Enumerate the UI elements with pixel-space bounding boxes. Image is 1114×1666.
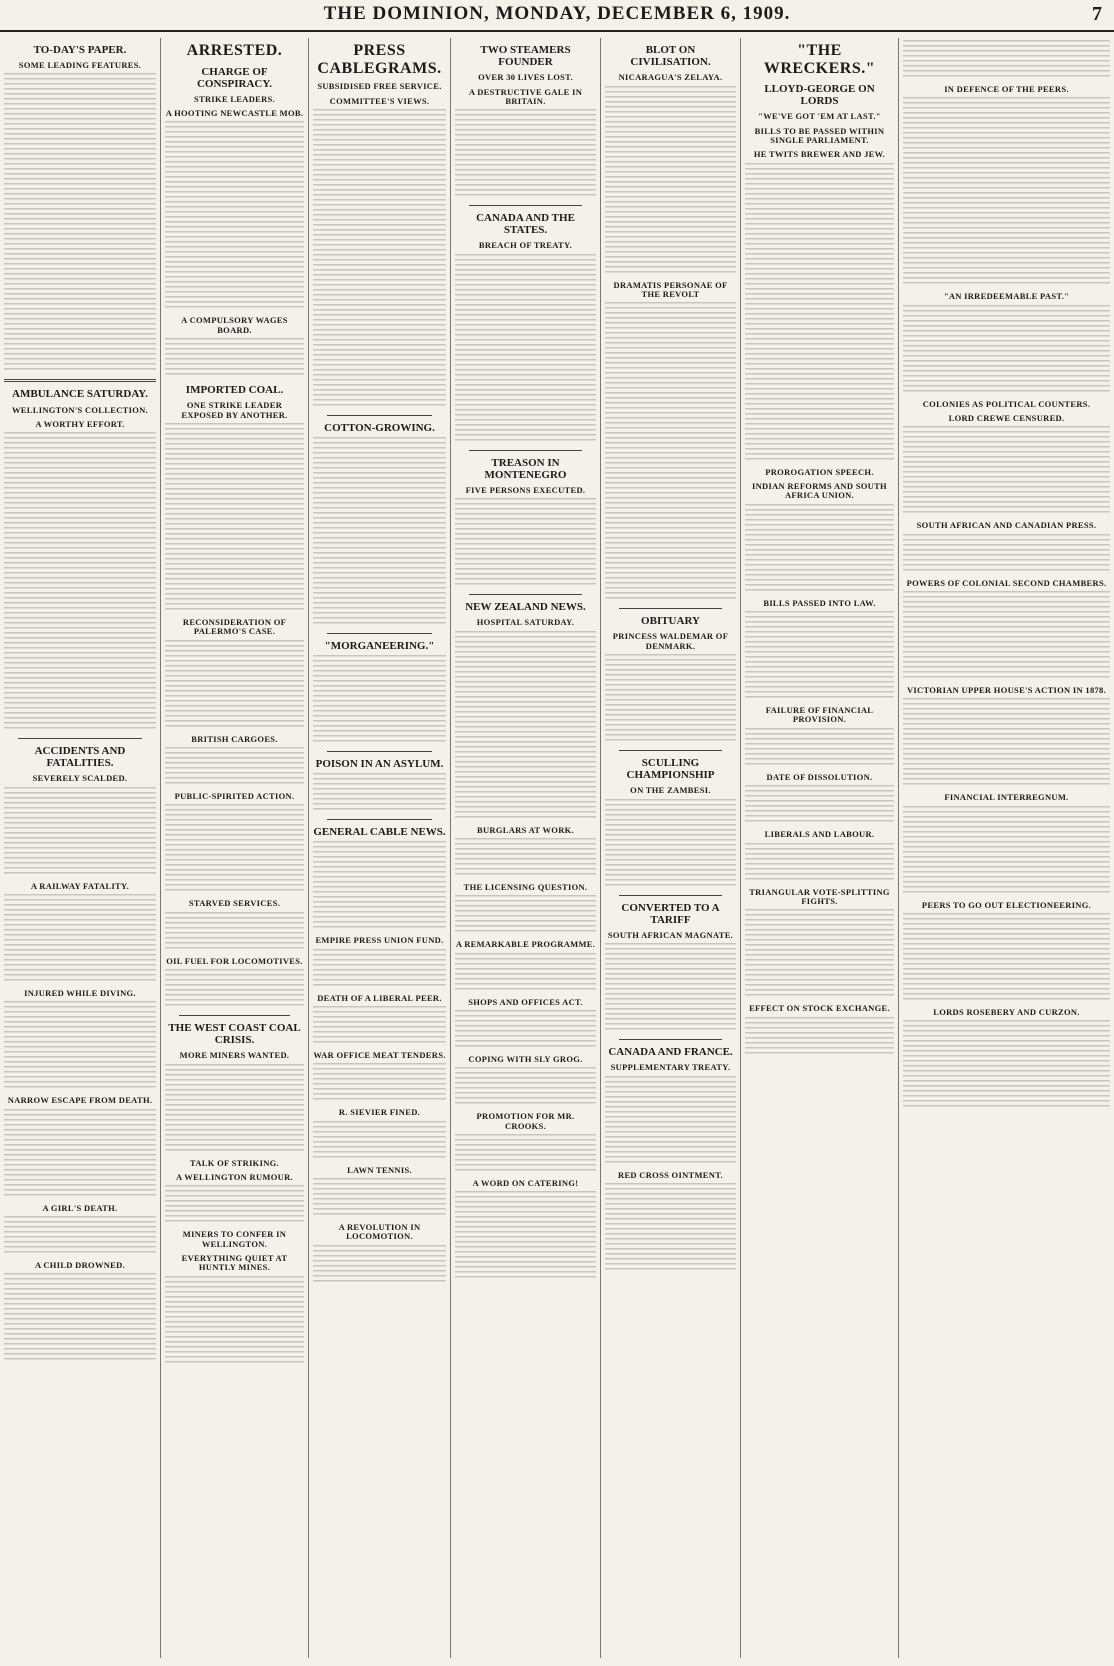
article-text (455, 498, 596, 588)
article-text (455, 953, 596, 993)
headline: "THE WRECKERS." (763, 42, 876, 77)
headline: BLOT ON CIVILISATION. (630, 44, 711, 69)
subheadline: VICTORIAN UPPER HOUSE'S ACTION IN 1878. (906, 685, 1107, 696)
subheadline: RECONSIDERATION OF PALERMO'S CASE. (182, 616, 287, 637)
article-text (313, 949, 446, 989)
article-text (745, 728, 894, 768)
subheadline: BILLS TO BE PASSED WITHIN SINGLE PARLIAMENT. (754, 125, 885, 146)
subheadline: STRIKE LEADERS. (193, 93, 276, 104)
subheadline: HOSPITAL SATURDAY. (476, 617, 575, 628)
subheadline: "AN IRREDEEMABLE PAST." (943, 291, 1070, 302)
subheadline: A DESTRUCTIVE GALE IN BRITAIN. (468, 86, 583, 106)
subheadline: PRINCESS WALDEMAR OF DENMARK. (612, 631, 729, 651)
article-text (313, 1063, 446, 1103)
headline: TO-DAY'S PAPER. (33, 44, 127, 56)
article-text (165, 1185, 304, 1225)
masthead (0, 0, 1114, 32)
article-text (455, 1067, 596, 1107)
article-text (165, 423, 304, 613)
headline: ACCIDENTS AND FATALITIES. (34, 745, 126, 770)
headline: "MORGANEERING." (324, 639, 435, 652)
subheadline: A REMARKABLE PROGRAMME. (455, 939, 596, 950)
subheadline: PROROGATION SPEECH. (765, 466, 874, 477)
article-text (903, 426, 1110, 516)
article-text (903, 97, 1110, 287)
article-text (165, 640, 304, 730)
article-text (605, 654, 736, 744)
subheadline: RED CROSS OINTMENT. (618, 1169, 723, 1180)
subheadline: HE TWITS BREWER AND JEW. (753, 149, 886, 160)
article-text (313, 1121, 446, 1161)
article-text (455, 254, 596, 444)
subheadline: LORDS ROSEBERY AND CURZON. (933, 1007, 1080, 1018)
article-text (455, 109, 596, 199)
article-text (903, 698, 1110, 788)
article-text (605, 1183, 736, 1273)
column-3 (308, 38, 450, 1658)
article-text (605, 1076, 736, 1166)
subheadline: PEERS TO GO OUT ELECTIONEERING. (921, 899, 1092, 910)
subheadline: DATE OF DISSOLUTION. (766, 771, 873, 782)
article-text (745, 909, 894, 999)
subheadline: LIBERALS AND LABOUR. (764, 829, 875, 840)
subheadline: A REVOLUTION IN LOCOMOTION. (338, 1221, 421, 1242)
headline: POISON IN AN ASYLUM. (315, 758, 444, 771)
subheadline: SHOPS AND OFFICES ACT. (468, 996, 583, 1007)
article-text (313, 841, 446, 931)
article-text (4, 1216, 156, 1256)
subheadline: FINANCIAL INTERREGNUM. (944, 792, 1069, 803)
subheadline: BREACH OF TREATY. (478, 240, 573, 251)
subheadline: "WE'VE GOT 'EM AT LAST." (758, 111, 881, 122)
article-text (165, 804, 304, 894)
column-5 (600, 38, 740, 1658)
article-text (313, 109, 446, 409)
headline: ARRESTED. (186, 42, 283, 59)
column-6 (740, 38, 898, 1658)
article-text (605, 943, 736, 1033)
column-1 (0, 38, 160, 1658)
article-text (745, 1017, 894, 1057)
article-text (745, 843, 894, 883)
headline: THE WEST COAST COAL CRISIS. (168, 1022, 301, 1047)
article-text (165, 912, 304, 952)
article-text (165, 969, 304, 1009)
article-text (165, 121, 304, 311)
article-text (903, 534, 1110, 574)
article-text (605, 799, 736, 889)
subheadline: MINERS TO CONFER IN WELLINGTON. (182, 1229, 287, 1249)
subheadline: WELLINGTON'S COLLECTION. (12, 404, 148, 415)
subheadline: SUBSIDISED FREE SERVICE. (317, 81, 442, 92)
headline: CANADA AND FRANCE. (608, 1046, 733, 1059)
subheadline: LORD CREWE CENSURED. (948, 413, 1065, 424)
subheadline: THE LICENSING QUESTION. (463, 882, 588, 893)
headline: TWO STEAMERS FOUNDER (480, 44, 571, 69)
subheadline: EVERYTHING QUIET AT HUNTLY MINES. (181, 1252, 288, 1273)
article-text (745, 504, 894, 594)
subheadline: A GIRL'S DEATH. (42, 1202, 118, 1213)
subheadline: A HOOTING NEWCASTLE MOB. (165, 108, 304, 119)
subheadline: A RAILWAY FATALITY. (30, 880, 130, 891)
subheadline: FIVE PERSONS EXECUTED. (465, 484, 586, 495)
subheadline: PROMOTION FOR MR. CROOKS. (476, 1111, 575, 1131)
subheadline: STARVED SERVICES. (188, 898, 281, 909)
subheadline: EMPIRE PRESS UNION FUND. (315, 935, 444, 946)
subheadline: INDIAN REFORMS AND SOUTH AFRICA UNION. (752, 481, 887, 501)
subheadline: A WELLINGTON RUMOUR. (176, 1171, 293, 1182)
subheadline: TALK OF STRIKING. (190, 1157, 279, 1168)
subheadline: PUBLIC-SPIRITED ACTION. (174, 790, 295, 801)
subheadline: MORE MINERS WANTED. (179, 1050, 290, 1061)
newspaper-title: THE DOMINION, MONDAY, DECEMBER 6, 1909. (323, 3, 791, 24)
article-text (4, 1109, 156, 1199)
article-text (903, 591, 1110, 681)
article-text (903, 40, 1110, 80)
article-text (4, 1273, 156, 1363)
subheadline: COLONIES AS POLITICAL COUNTERS. (922, 398, 1091, 409)
article-text (605, 302, 736, 602)
subheadline: FAILURE OF FINANCIAL PROVISION. (765, 705, 874, 725)
subheadline: ONE STRIKE LEADER EXPOSED BY ANOTHER. (181, 400, 288, 420)
article-text (165, 1276, 304, 1366)
subheadline: COPING WITH SLY GROG. (468, 1054, 583, 1065)
headline: IMPORTED COAL. (185, 384, 284, 397)
article-text (455, 631, 596, 821)
headline: AMBULANCE SATURDAY. (12, 388, 148, 401)
subheadline: OVER 30 LIVES LOST. (478, 72, 573, 83)
column-2 (160, 38, 308, 1658)
subheadline: ON THE ZAMBESI. (630, 785, 711, 796)
article-text (313, 1178, 446, 1218)
article-text (313, 1006, 446, 1046)
article-text (4, 432, 156, 732)
column-4 (450, 38, 600, 1658)
subheadline: IN DEFENCE OF THE PEERS. (944, 84, 1069, 94)
subheadline: DRAMATIS PERSONAE OF THE REVOLT (613, 279, 728, 299)
subheadline: A WORD ON CATERING! (472, 1178, 579, 1189)
article-text (165, 338, 304, 378)
article-text (745, 785, 894, 825)
article-text (745, 163, 894, 463)
article-text (903, 305, 1110, 395)
subheadline: BRITISH CARGOES. (191, 733, 278, 744)
subheadline: DEATH OF A LIBERAL PEER. (317, 992, 442, 1003)
article-text (313, 1245, 446, 1285)
subheadline: COMMITTEE'S VIEWS. (329, 95, 430, 106)
article-text (4, 894, 156, 984)
article-text (455, 895, 596, 935)
article-text (903, 1020, 1110, 1110)
subheadline: BURGLARS AT WORK. (477, 824, 574, 835)
subheadline: NARROW ESCAPE FROM DEATH. (7, 1095, 153, 1106)
article-text (4, 787, 156, 877)
subheadline: BILLS PASSED INTO LAW. (763, 597, 876, 608)
subheadline: NICARAGUA'S ZELAYA. (618, 72, 723, 83)
headline: GENERAL CABLE NEWS. (313, 826, 446, 839)
subheadline: SOUTH AFRICAN MAGNATE. (607, 929, 734, 940)
headline: PRESS CABLEGRAMS. (317, 42, 442, 77)
article-text (455, 1010, 596, 1050)
article-text (903, 913, 1110, 1003)
article-text (313, 773, 446, 813)
subheadline: A WORTHY EFFORT. (35, 418, 125, 429)
subheadline: SUPPLEMENTARY TREATY. (610, 1062, 731, 1073)
page-number: 7 (1092, 3, 1102, 25)
contents-list (4, 73, 156, 373)
headline: CHARGE OF CONSPIRACY. (196, 65, 273, 90)
subheadline: INJURED WHILE DIVING. (24, 988, 136, 999)
headline: OBITUARY (641, 615, 700, 628)
article-text (903, 806, 1110, 896)
subheadline: TRIANGULAR VOTE-SPLITTING FIGHTS. (749, 886, 890, 906)
subheadline: LAWN TENNIS. (347, 1164, 412, 1175)
article-text (745, 611, 894, 701)
subheadline: A COMPULSORY WAGES BOARD. (181, 315, 288, 335)
subheadline: EFFECT ON STOCK EXCHANGE. (749, 1003, 890, 1014)
subheadline: SOME LEADING FEATURES. (18, 60, 142, 71)
headline: COTTON-GROWING. (324, 421, 435, 434)
article-text (605, 86, 736, 276)
subheadline: WAR OFFICE MEAT TENDERS. (313, 1049, 446, 1060)
headline: CANADA AND THE STATES. (476, 212, 575, 237)
subheadline: POWERS OF COLONIAL SECOND CHAMBERS. (906, 577, 1107, 588)
subheadline: A CHILD DROWNED. (34, 1260, 126, 1271)
subheadline: SOUTH AFRICAN AND CANADIAN PRESS. (916, 520, 1097, 531)
article-text (165, 747, 304, 787)
headline: NEW ZEALAND NEWS. (465, 601, 586, 614)
article-text (165, 1064, 304, 1154)
article-text (313, 655, 446, 745)
headline: LLOYD-GEORGE ON LORDS (764, 83, 875, 108)
headline: CONVERTED TO A TARIFF (621, 901, 720, 926)
article-text (455, 1134, 596, 1174)
headline: SCULLING CHAMPIONSHIP (626, 757, 715, 782)
subheadline: R. SIEVIER FINED. (338, 1107, 421, 1118)
article-text (313, 437, 446, 627)
article-text (455, 1191, 596, 1281)
article-text (4, 1001, 156, 1091)
headline: TREASON IN MONTENEGRO (484, 456, 567, 481)
subheadline: SEVERELY SCALDED. (32, 773, 128, 784)
column-7 (898, 38, 1114, 1658)
article-text (455, 838, 596, 878)
subheadline: OIL FUEL FOR LOCOMOTIVES. (166, 955, 303, 966)
